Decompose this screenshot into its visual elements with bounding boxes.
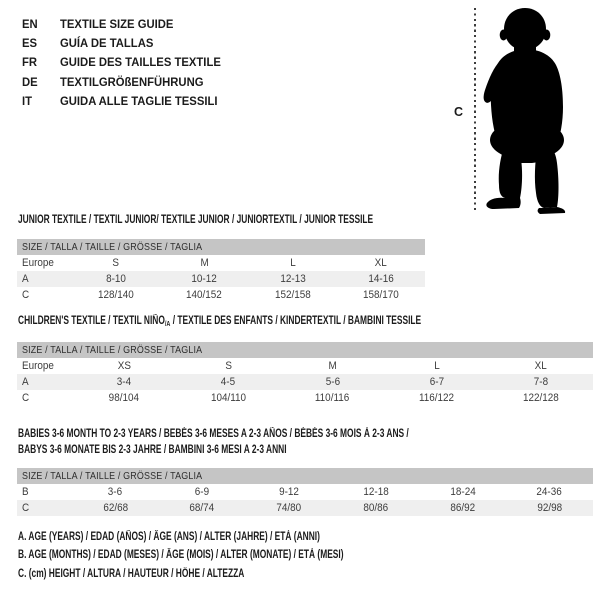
table-cell-text: 152/158 — [274, 289, 311, 301]
size-header-band — [17, 342, 593, 358]
table-cell — [72, 486, 159, 498]
table-cell — [385, 360, 489, 372]
table-cell-text: 92/98 — [537, 502, 562, 514]
table-cell-text: 122/128 — [523, 392, 559, 404]
language-label-text: TEXTILE SIZE GUIDE — [60, 16, 174, 31]
table-cell-text: 62/68 — [103, 502, 128, 514]
language-code-text: IT — [22, 94, 33, 109]
size-header-label: SIZE / TALLA / TAILLE / GRÖSSE / TAGLIA — [22, 470, 203, 482]
language-label-text: GUIDE DES TAILLES TEXTILE — [60, 55, 221, 70]
table-cell-text: 10-12 — [191, 273, 218, 285]
language-item — [22, 53, 231, 72]
row-label — [17, 376, 72, 388]
table-cell — [159, 486, 246, 498]
table-cell-text: M — [200, 257, 209, 269]
table-cell — [249, 273, 337, 285]
language-label-text: TEXTILGRÖßENFÜHRUNG — [60, 74, 204, 89]
table-cell-text: 3-4 — [116, 376, 132, 388]
section-title-text: BABYS 3-6 MONATE BIS 2-3 JAHRE / BAMBINI 3-6 MESI A 2-3 ANNI — [18, 443, 287, 456]
table-cell — [280, 360, 384, 372]
table-row — [17, 358, 593, 374]
row-label — [17, 273, 72, 285]
language-label — [60, 17, 181, 31]
table-row — [17, 374, 593, 390]
table-cell-text: 110/116 — [315, 392, 350, 404]
section-babies-textile — [17, 427, 593, 516]
table-cell — [72, 376, 176, 388]
row-label-text: C — [22, 392, 30, 404]
table-cell — [160, 273, 248, 285]
table-row — [17, 390, 593, 406]
section-title-line — [18, 214, 374, 227]
language-label — [60, 94, 228, 108]
language-item — [22, 14, 231, 33]
table-cell-text: 9-12 — [279, 486, 299, 498]
row-label-text: C — [22, 502, 30, 514]
table-row — [17, 484, 593, 500]
language-label-text: GUIDA ALLE TAGLIE TESSILI — [60, 94, 218, 109]
table-cell — [506, 486, 593, 498]
table-row — [17, 287, 425, 303]
table-cell-text: 24-36 — [536, 486, 563, 498]
table-cell — [72, 257, 160, 269]
baby-silhouette-shape — [484, 8, 566, 214]
table-cell — [72, 273, 160, 285]
row-label-text: B — [22, 486, 29, 498]
baby-silhouette-icon — [482, 5, 577, 215]
table-cell — [72, 289, 160, 301]
language-code-text: ES — [22, 36, 38, 51]
language-code — [22, 17, 60, 31]
table-cell — [489, 360, 593, 372]
language-item — [22, 92, 231, 111]
language-label-text: GUÍA DE TALLAS — [60, 36, 154, 51]
table-cell-text: XL — [534, 360, 547, 372]
size-header-band — [17, 239, 425, 255]
table-cell — [72, 392, 176, 404]
section-title-text: JUNIOR TEXTILE / TEXTIL JUNIOR/ TEXTILE JUNIOR / JUNIORTEXTIL / JUNIOR TESSILE — [18, 214, 374, 226]
table-cell-text: 4-5 — [221, 376, 236, 388]
measure-label-c: C — [454, 105, 464, 119]
table-cell — [176, 360, 280, 372]
language-guide — [22, 14, 231, 111]
table-cell-text: 12-13 — [279, 273, 306, 285]
table-cell-text: 18-24 — [450, 486, 476, 498]
section-title-text: / TEXTILE DES ENFANTS / KINDERTEXTIL / BAMBINI TESSILE — [170, 315, 422, 327]
table-cell-text: 7-8 — [533, 376, 549, 388]
table-cell-text: 74/80 — [276, 502, 302, 514]
table-cell — [337, 257, 425, 269]
size-table-body — [17, 358, 593, 406]
table-cell-text: 128/140 — [98, 289, 135, 301]
table-cell — [249, 257, 337, 269]
table-cell-text: 6-9 — [195, 486, 210, 498]
table-cell — [489, 376, 593, 388]
table-row — [17, 271, 425, 287]
section-title-text: BABIES 3-6 MONTH TO 2-3 YEARS / BEBÉS 3-6 MESES A 2-3 AÑOS / BÉBÉS 3-6 MOIS À 2-3 ANS / — [18, 428, 409, 440]
table-cell-text: 80/86 — [363, 502, 389, 514]
row-label-text: C — [22, 289, 30, 301]
table-cell-text: 3-6 — [108, 486, 123, 498]
table-cell — [385, 376, 489, 388]
table-cell — [176, 392, 280, 404]
row-label — [17, 257, 72, 269]
legend-line: A. AGE (YEARS) / EDAD (AÑOS) / ÂGE (ANS) / ALTER (JAHRE) / ETÀ (ANNI) — [18, 531, 320, 543]
language-code — [22, 55, 60, 69]
table-cell-text: S — [112, 257, 120, 269]
section-title-subscript: /A — [164, 319, 171, 328]
row-label-text: Europe — [22, 360, 54, 372]
section-junior-textile — [17, 214, 425, 303]
table-cell — [337, 289, 425, 301]
table-cell — [489, 392, 593, 404]
table-cell-text: L — [433, 360, 440, 372]
language-label — [60, 75, 213, 89]
row-label-text: A — [22, 273, 29, 285]
table-cell — [419, 502, 506, 514]
table-cell-text: XS — [117, 360, 131, 372]
table-cell-text: S — [224, 360, 232, 372]
table-cell — [337, 273, 425, 285]
table-cell-text: 6-7 — [429, 376, 444, 388]
section-title — [18, 315, 593, 330]
row-label — [17, 392, 72, 404]
table-cell — [246, 502, 333, 514]
table-cell — [280, 392, 384, 404]
table-cell — [332, 502, 419, 514]
table-cell-text: 116/122 — [419, 392, 455, 404]
table-cell-text: 8-10 — [106, 273, 127, 285]
language-code — [22, 75, 60, 89]
table-cell — [249, 289, 337, 301]
language-code — [22, 94, 60, 108]
table-cell-text: 140/152 — [186, 289, 223, 301]
size-header-label: SIZE / TALLA / TAILLE / GRÖSSE / TAGLIA — [22, 344, 203, 356]
table-cell-text: 5-6 — [325, 376, 340, 388]
language-code-text: EN — [22, 16, 38, 31]
table-cell-text: 14-16 — [368, 273, 394, 285]
language-label — [60, 55, 231, 69]
table-cell — [280, 376, 384, 388]
size-table-body — [17, 484, 593, 516]
table-cell — [159, 502, 246, 514]
row-label-text: A — [22, 376, 29, 388]
section-childrens-textile — [17, 315, 593, 406]
language-code-text: FR — [22, 55, 38, 70]
language-item — [22, 72, 231, 91]
table-cell-text: 98/104 — [108, 392, 140, 404]
table-cell — [176, 376, 280, 388]
row-label — [17, 502, 72, 514]
section-title — [18, 214, 425, 227]
size-header-band — [17, 468, 593, 484]
table-cell — [506, 502, 593, 514]
row-label — [17, 360, 72, 372]
legend-line: C. (cm) HEIGHT / ALTURA / HAUTEUR / HÖHE / ALTEZZA — [18, 567, 245, 580]
row-label — [17, 289, 72, 301]
table-cell-text: M — [328, 360, 337, 372]
table-cell — [332, 486, 419, 498]
section-title-line — [18, 443, 438, 459]
table-cell — [72, 502, 159, 514]
table-cell-text: 68/74 — [189, 502, 215, 514]
table-cell — [419, 486, 506, 498]
row-label-text: Europe — [22, 257, 54, 269]
table-row — [17, 500, 593, 516]
legend-line: B. AGE (MONTHS) / EDAD (MESES) / ÂGE (MOIS) / ALTER (MONATE) / ETÀ (MESI) — [18, 549, 344, 562]
language-code — [22, 36, 60, 50]
table-cell — [160, 289, 248, 301]
table-cell-text: XL — [374, 257, 387, 269]
section-title — [18, 427, 593, 458]
table-cell — [385, 392, 489, 404]
table-cell-text: 86/92 — [450, 502, 476, 514]
size-header-label: SIZE / TALLA / TAILLE / GRÖSSE / TAGLIA — [22, 241, 203, 253]
language-item — [22, 33, 231, 52]
table-cell — [160, 257, 248, 269]
table-row — [17, 255, 425, 271]
language-label — [60, 36, 159, 50]
language-code-text: DE — [22, 74, 38, 89]
size-table-body — [17, 255, 425, 303]
table-cell-text: L — [289, 257, 296, 269]
table-cell-text: 158/170 — [362, 289, 399, 301]
table-cell-text: 12-18 — [363, 486, 389, 498]
legend — [18, 528, 464, 583]
section-title-text: CHILDREN'S TEXTILE / TEXTIL NIÑO — [18, 315, 165, 327]
section-title-line — [18, 315, 438, 330]
table-cell-text: 104/110 — [210, 392, 246, 404]
row-label — [17, 486, 72, 498]
table-cell — [246, 486, 333, 498]
height-measure-dotted-line — [474, 8, 476, 211]
section-title-line — [18, 427, 438, 443]
table-cell — [72, 360, 176, 372]
